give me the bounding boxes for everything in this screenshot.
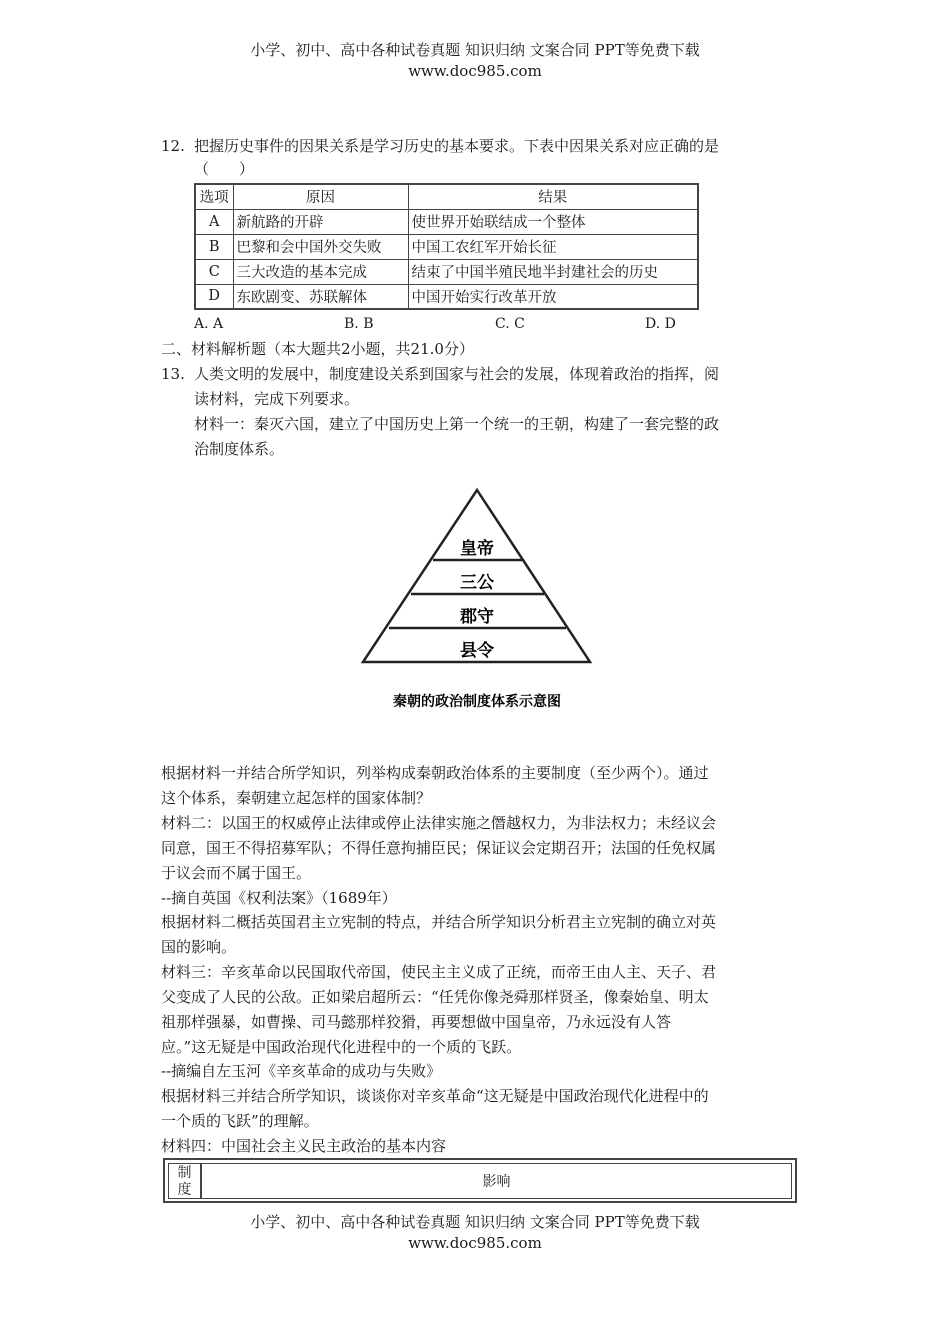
body-line: 根据材料三并结合所学知识，谈谈你对辛亥革命“这无疑是中国政治现代化进程中的 [161, 1087, 709, 1105]
body-line: 根据材料一并结合所学知识，列举构成秦朝政治体系的主要制度（至少两个）。通过 [161, 764, 709, 782]
body-line: 材料二：以国王的权威停止法律或停止法律实施之僭越权力，为非法权力；未经议会 [161, 814, 717, 832]
material4-col-impact: 影响 [201, 1163, 792, 1199]
q13-number: 13. [161, 365, 185, 383]
section-title: 二、材料解析题（本大题共2小题，共21.0分） [161, 340, 474, 358]
pyramid-caption: 秦朝的政治制度体系示意图 [393, 694, 561, 710]
table-cell: 新航路的开辟 [233, 209, 408, 234]
table-cell: 结束了中国半殖民地半封建社会的历史 [408, 259, 698, 284]
q13-intro-line: 读材料，完成下列要求。 [194, 390, 360, 408]
table-header-row [195, 184, 698, 209]
pyramid-level-sangong: 三公 [460, 573, 494, 593]
material4-col-system [168, 1163, 201, 1199]
page-footer-line1: 小学、初中、高中各种试卷真题 知识归纳 文案合同 PPT等免费下载 [250, 1213, 700, 1231]
body-line: --摘自英国《权利法案》（1689年） [161, 889, 397, 907]
body-line: 根据材料二概括英国君主立宪制的特点，并结合所学知识分析君主立宪制的确立对英 [161, 913, 717, 931]
table-cell: D [195, 284, 233, 309]
body-line: 国的影响。 [161, 938, 237, 956]
material4-col-system-char1: 制 [177, 1165, 192, 1181]
q13-intro-line: 人类文明的发展中，制度建设关系到国家与社会的发展，体现着政治的指挥，阅 [194, 365, 720, 383]
body-line: 应。”这无疑是中国政治现代化进程中的一个质的飞跃。 [161, 1038, 522, 1056]
table-cell: 中国开始实行改革开放 [408, 284, 698, 309]
q12-option-d[interactable]: D. D [645, 316, 676, 332]
table-cell: 三大改造的基本完成 [233, 259, 408, 284]
table-row [195, 259, 698, 284]
page-header-line1: 小学、初中、高中各种试卷真题 知识归纳 文案合同 PPT等免费下载 [250, 41, 700, 59]
table-header-cell: 结果 [408, 184, 698, 209]
body-line: 材料三：辛亥革命以民国取代帝国，使民主主义成了正统，而帝王由人主、天子、君 [161, 963, 717, 981]
body-line: 父变成了人民的公敌。正如梁启超所云：“任凭你像尧舜那样贤圣，像秦始皇、明太 [161, 988, 709, 1006]
page-header-url: www.doc985.com [408, 62, 542, 80]
table-cell: 巴黎和会中国外交失败 [233, 234, 408, 259]
pyramid-level-emperor: 皇帝 [460, 539, 494, 559]
material4-col-system-char2: 度 [177, 1182, 192, 1198]
table-cell: 中国工农红军开始长征 [408, 234, 698, 259]
table-row [195, 209, 698, 234]
body-line: 祖那样强暴，如曹操、司马懿那样狡猾，再要想做中国皇帝，乃永远没有人答 [161, 1013, 672, 1031]
body-line: 同意，国王不得招募军队；不得任意拘捕臣民；保证议会定期召开；法国的任免权属 [161, 839, 717, 857]
table-header-cell: 选项 [195, 184, 233, 209]
q12-option-b[interactable]: B. B [344, 316, 374, 332]
q12-option-c[interactable]: C. C [495, 316, 525, 332]
material1-line: 治制度体系。 [194, 440, 285, 458]
pyramid-level-xianling: 县令 [460, 641, 494, 661]
table-cell: 东欧剧变、苏联解体 [233, 284, 408, 309]
page-footer-url: www.doc985.com [408, 1234, 542, 1252]
pyramid-level-junshou: 郡守 [460, 607, 494, 627]
q12-option-a[interactable]: A. A [194, 316, 224, 332]
table-cell: 使世界开始联结成一个整体 [408, 209, 698, 234]
table-cell: A [195, 209, 233, 234]
body-line: 这个体系，秦朝建立起怎样的国家体制？ [161, 789, 432, 807]
material1-line: 材料一：秦灭六国，建立了中国历史上第一个统一的王朝，构建了一套完整的政 [194, 415, 720, 433]
body-line: 材料四：中国社会主义民主政治的基本内容 [161, 1137, 447, 1155]
table-row [195, 284, 698, 309]
q12-table [194, 183, 699, 310]
body-line: 一个质的飞跃”的理解。 [161, 1112, 319, 1130]
body-line: --摘编自左玉河《辛亥革命的成功与失败》 [161, 1062, 442, 1080]
table-row [195, 234, 698, 259]
material4-table [163, 1158, 797, 1203]
table-cell: C [195, 259, 233, 284]
q12-stem: 把握历史事件的因果关系是学习历史的基本要求。下表中因果关系对应正确的是 [194, 137, 720, 155]
table-cell: B [195, 234, 233, 259]
q12-number: 12. [161, 137, 185, 155]
q12-paren: （ ） [194, 160, 255, 178]
table-header-cell: 原因 [233, 184, 408, 209]
qin-political-system-pyramid [355, 480, 600, 710]
body-line: 于议会而不属于国王。 [161, 864, 312, 882]
